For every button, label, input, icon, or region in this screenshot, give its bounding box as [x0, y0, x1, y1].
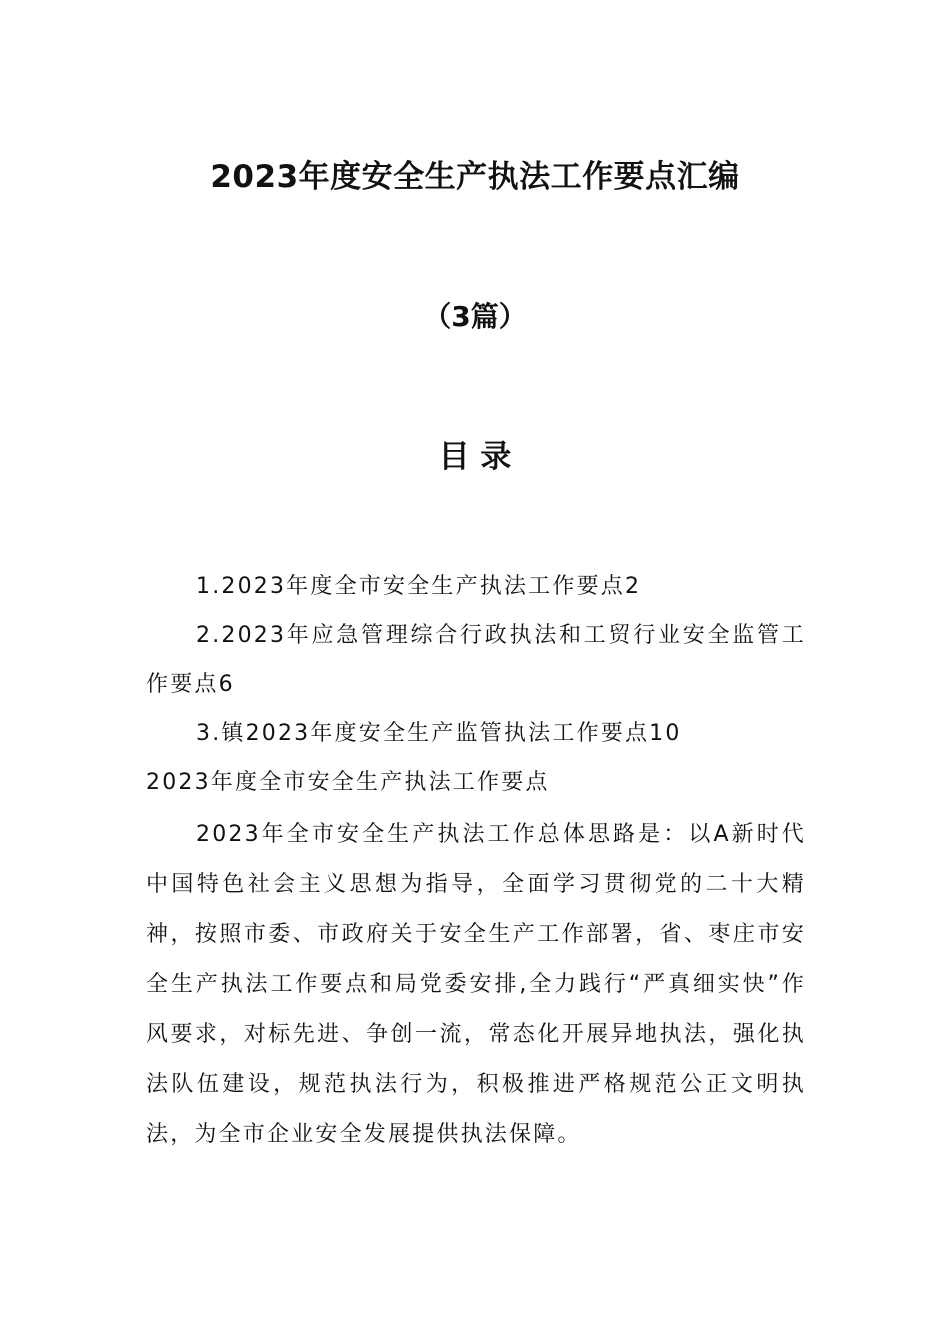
toc-item-2: 2.2023年应急管理综合行政执法和工贸行业安全监管工作要点6: [146, 623, 806, 697]
body-paragraph: 2023年全市安全生产执法工作总体思路是：以A新时代中国特色社会主义思想为指导，全面学习贯彻党的二十大精神，按照市委、市政府关于安全生产工作部署，省、枣庄市安全生产执法工作要点和局党委安排,全力践行“严真细实快”作风要求，对标先进、争创一流，常态化开展异地执法，强化执法队伍建设，规范执法行为，积极推进严格规范公正文明执法，为全市企业安全发展提供执法保障。: [146, 822, 806, 1147]
toc-item-3: 3.镇2023年度安全生产监管执法工作要点10: [196, 721, 682, 746]
toc-heading: 目 录: [438, 439, 512, 475]
section-title: 2023年度全市安全生产执法工作要点: [146, 770, 550, 795]
toc-item-1: 1.2023年度全市安全生产执法工作要点2: [196, 574, 642, 599]
document-title: 2023年度安全生产执法工作要点汇编: [210, 159, 740, 195]
document-subtitle: （3篇）: [423, 300, 527, 333]
